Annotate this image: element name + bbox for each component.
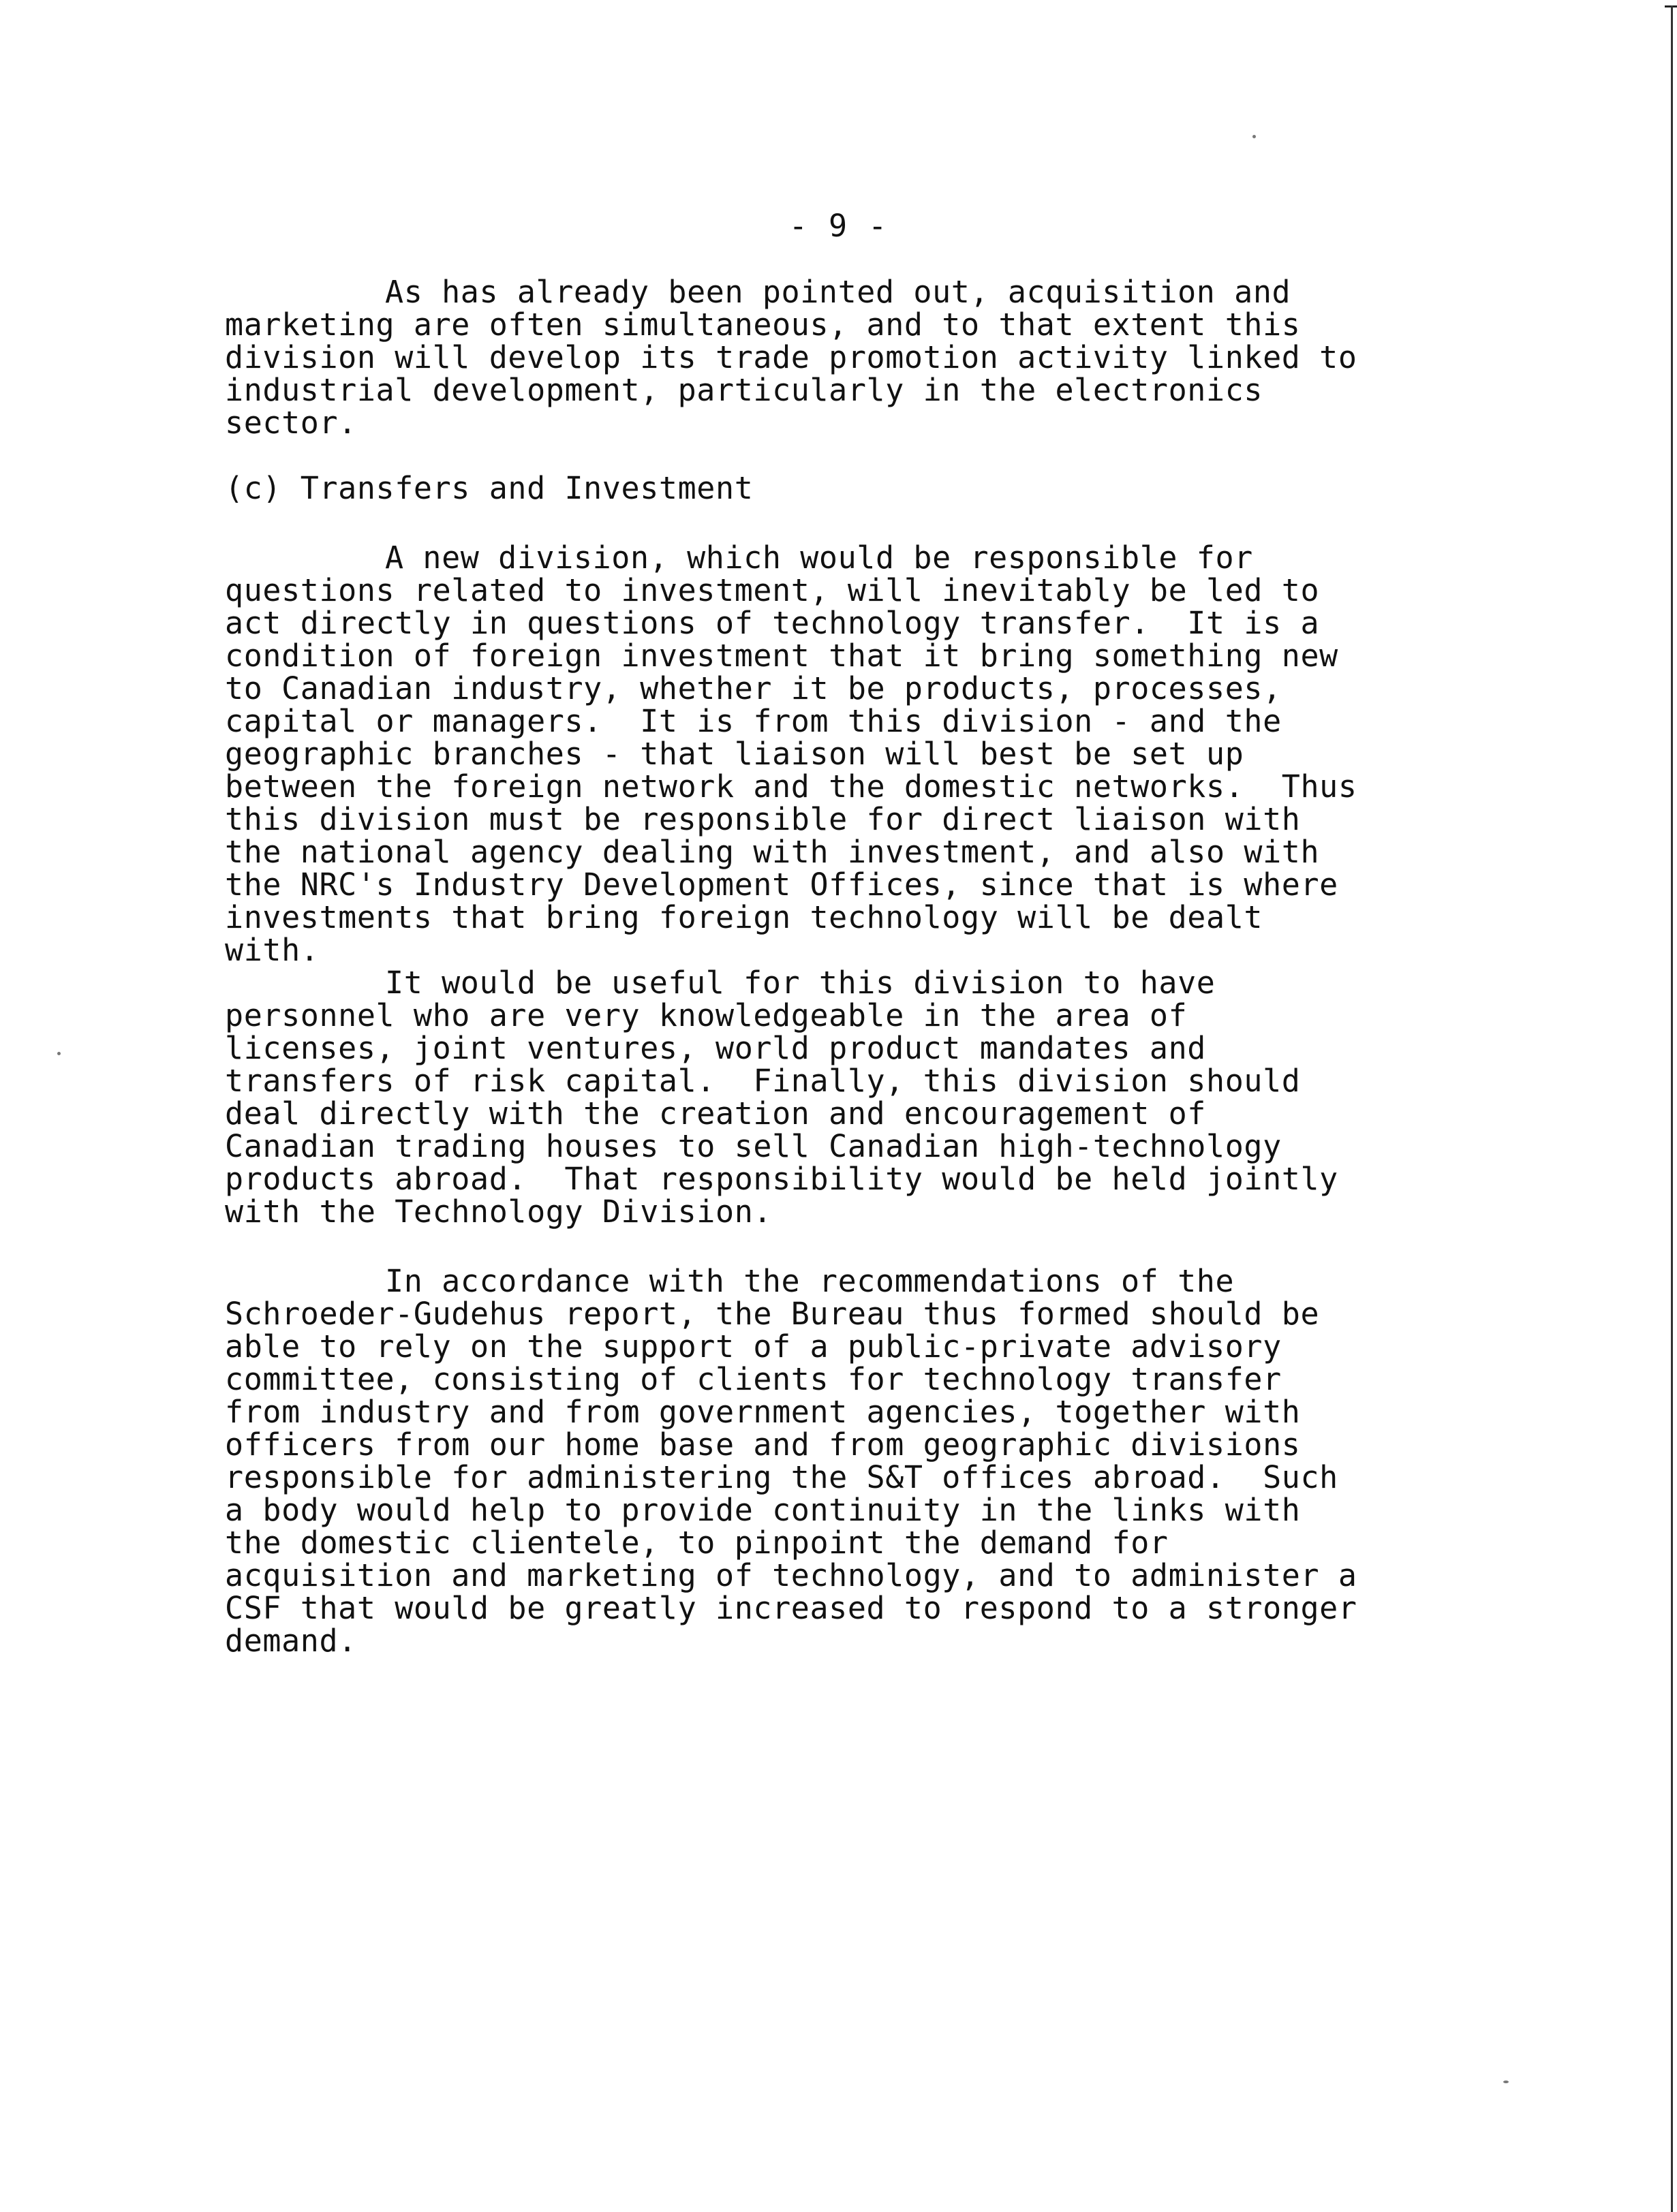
paragraph-2-line-7: geographic branches - that liaison will best be set up (225, 736, 1244, 772)
paragraph-1-line-3: division will develop its trade promotion activity linked to (225, 339, 1357, 375)
scan-speck (1503, 2081, 1509, 2083)
scan-edge-line (1671, 5, 1673, 2212)
paragraph-2-line-1: A new division, which would be responsible for (385, 540, 1253, 576)
paragraph-3-line-2: personnel who are very knowledgeable in the area of (225, 997, 1188, 1033)
paragraph-4-line-3: able to rely on the support of a public-private advisory (225, 1328, 1282, 1365)
paragraph-3-line-6: Canadian trading houses to sell Canadian high-technology (225, 1128, 1282, 1164)
paragraph-4-line-9: the domestic clientele, to pinpoint the demand for (225, 1525, 1169, 1561)
section-heading: (c) Transfers and Investment (225, 470, 754, 506)
paragraph-3-line-7: products abroad. That responsibility would be held jointly (225, 1161, 1338, 1197)
paragraph-4-line-11: CSF that would be greatly increased to respond to a stronger (225, 1590, 1357, 1626)
paragraph-2-line-12: investments that bring foreign technology will be dealt (225, 899, 1263, 935)
paragraph-4-line-7: responsible for administering the S&T offices abroad. Such (225, 1459, 1338, 1495)
paragraph-3-line-4: transfers of risk capital. Finally, this division should (225, 1063, 1301, 1099)
scan-edge-mark (1665, 0, 1677, 2212)
paragraph-2-line-13: with. (225, 932, 320, 968)
paragraph-1-line-4: industrial development, particularly in the electronics (225, 372, 1263, 408)
paragraph-2-line-10: the national agency dealing with investment, and also with (225, 834, 1320, 870)
page-number: - 9 - (788, 208, 889, 244)
paragraph-2-line-2: questions related to investment, will inevitably be led to (225, 572, 1320, 608)
paragraph-3-line-8: with the Technology Division. (225, 1194, 773, 1230)
paragraph-2-line-4: condition of foreign investment that it bring something new (225, 638, 1338, 674)
paragraph-1-line-1: As has already been pointed out, acquisition and (385, 274, 1291, 310)
paragraph-2-line-9: this division must be responsible for direct liaison with (225, 801, 1301, 837)
paragraph-1-line-5: sector. (225, 405, 357, 441)
paragraph-3-line-3: licenses, joint ventures, world product mandates and (225, 1030, 1206, 1066)
paragraph-3-line-5: deal directly with the creation and encouragement of (225, 1095, 1206, 1132)
paragraph-3-line-1: It would be useful for this division to have (385, 965, 1216, 1001)
scan-speck (1252, 135, 1256, 138)
paragraph-4-line-10: acquisition and marketing of technology, and to administer a (225, 1557, 1357, 1593)
paragraph-1-line-2: marketing are often simultaneous, and to that extent this (225, 307, 1301, 343)
paragraph-4-line-2: Schroeder-Gudehus report, the Bureau thus formed should be (225, 1296, 1320, 1332)
paragraph-2-line-8: between the foreign network and the domestic networks. Thus (225, 768, 1357, 805)
paragraph-4-line-1: In accordance with the recommendations of the (385, 1263, 1235, 1299)
paragraph-4-line-4: committee, consisting of clients for technology transfer (225, 1361, 1282, 1397)
paragraph-4-line-6: officers from our home base and from geographic divisions (225, 1427, 1301, 1463)
paragraph-4-line-5: from industry and from government agencies, together with (225, 1394, 1301, 1430)
paragraph-2-line-11: the NRC's Industry Development Offices, since that is where (225, 867, 1338, 903)
paragraph-4-line-12: demand. (225, 1623, 357, 1659)
paragraph-2-line-6: capital or managers. It is from this division - and the (225, 703, 1282, 739)
paragraph-2-line-3: act directly in questions of technology transfer. It is a (225, 605, 1320, 641)
scan-speck (57, 1052, 61, 1055)
paragraph-2-line-5: to Canadian industry, whether it be products, processes, (225, 670, 1282, 706)
paragraph-4-line-8: a body would help to provide continuity in the links with (225, 1492, 1301, 1528)
